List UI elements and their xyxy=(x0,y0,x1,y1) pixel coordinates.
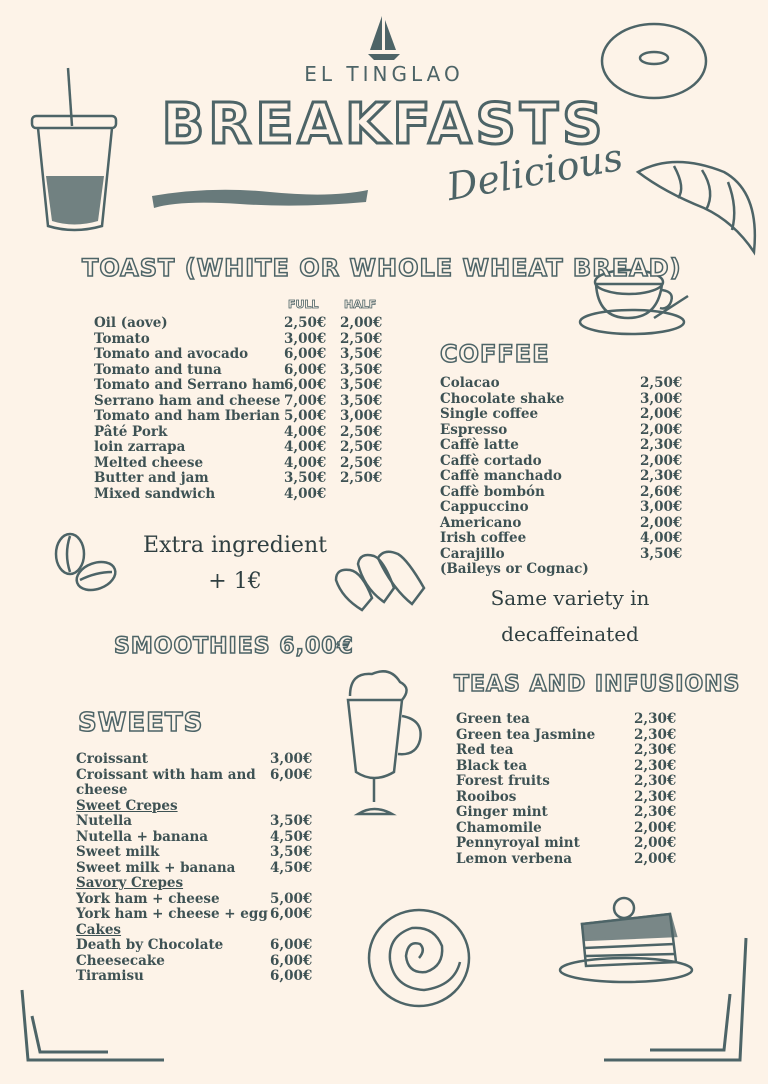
item-price-full: 6,00€ xyxy=(284,346,327,362)
item-price: 2,00€ xyxy=(640,452,683,469)
menu-item xyxy=(76,783,316,799)
item-name: Tomato and avocado xyxy=(94,346,249,362)
item-price: 2,60€ xyxy=(640,483,683,500)
donut-icon xyxy=(598,20,710,102)
teas-section-title: TEAS AND INFUSIONS xyxy=(454,672,741,697)
item-price-half: 2,50€ xyxy=(340,454,383,471)
item-price-full: 5,00€ xyxy=(284,408,327,424)
item-name: Butter and jam xyxy=(94,470,209,486)
item-price-full: 4,00€ xyxy=(284,423,327,440)
item-name: Savory Crepes xyxy=(76,875,184,891)
item-name: Pâté Pork xyxy=(94,423,168,440)
item-price: 4,50€ xyxy=(270,859,313,876)
item-price: 6,00€ xyxy=(270,937,313,953)
item-name: Tiramisu xyxy=(76,968,144,984)
item-price: 2,30€ xyxy=(634,711,677,727)
full-column-header: FULL xyxy=(288,298,319,311)
item-name: Rooibos xyxy=(456,788,517,805)
item-name: Sweet milk xyxy=(76,844,160,860)
extra-ingredient-note xyxy=(60,528,410,600)
menu-item xyxy=(94,456,394,472)
item-name: Chocolate shake xyxy=(440,390,565,407)
item-price: 4,00€ xyxy=(640,530,683,546)
menu-item xyxy=(94,487,394,503)
item-price: 3,00€ xyxy=(640,390,683,407)
menu-item xyxy=(76,752,316,768)
menu-item xyxy=(456,805,676,821)
item-price: 2,30€ xyxy=(634,804,677,820)
item-name: Single coffee xyxy=(440,406,539,422)
item-name: Carajillo xyxy=(440,545,505,562)
decaf-note xyxy=(440,580,700,652)
croissant-icon xyxy=(634,152,762,260)
menu-item xyxy=(94,394,394,410)
menu-item xyxy=(76,845,316,861)
item-price-half: 3,50€ xyxy=(340,377,383,393)
item-name: Green tea Jasmine xyxy=(456,726,596,743)
item-name: York ham + cheese xyxy=(76,890,220,907)
menu-item xyxy=(76,768,316,784)
item-price-full: 4,00€ xyxy=(284,454,327,471)
menu-item xyxy=(456,759,676,775)
menu-item xyxy=(76,923,316,939)
menu-item xyxy=(76,814,316,830)
item-name: Irish coffee xyxy=(440,530,527,546)
menu-item xyxy=(94,332,394,348)
item-name: Caffè latte xyxy=(440,437,519,453)
cinnamon-roll-icon xyxy=(364,902,474,1012)
menu-item xyxy=(440,545,683,563)
item-price-full: 4,00€ xyxy=(284,485,327,502)
item-name: Tomato and Serrano ham xyxy=(94,377,285,393)
item-name: Ginger mint xyxy=(456,804,548,820)
item-price: 2,30€ xyxy=(634,788,677,805)
page-subtitle: Delicious xyxy=(443,134,627,210)
menu-item xyxy=(76,969,316,985)
menu-item xyxy=(76,907,316,923)
brand-name: EL TINGLAO xyxy=(304,62,464,86)
menu-item xyxy=(76,830,316,846)
item-name: Cheesecake xyxy=(76,952,165,969)
item-name: Caffè manchado xyxy=(440,468,562,484)
item-price: 2,30€ xyxy=(640,437,683,453)
coffee-section-title: COFFEE xyxy=(440,340,550,368)
item-price-full: 6,00€ xyxy=(284,361,327,378)
item-price: 2,00€ xyxy=(634,850,677,867)
extra-ingredient-label: Extra ingredient xyxy=(143,533,327,558)
item-name: Black tea xyxy=(456,757,528,774)
item-name: Forest fruits xyxy=(456,773,550,789)
item-price: 2,30€ xyxy=(634,773,677,789)
item-price: 3,50€ xyxy=(270,813,313,829)
menu-item xyxy=(440,530,683,547)
milkshake-glass-icon xyxy=(340,668,426,824)
item-price-full: 3,00€ xyxy=(284,330,327,347)
corner-ornament-icon xyxy=(600,934,750,1066)
item-name: Sweet milk + banana xyxy=(76,859,236,876)
item-name: Caffè cortado xyxy=(440,452,542,469)
iced-coffee-icon xyxy=(28,66,120,236)
sailboat-icon xyxy=(366,14,402,62)
item-price: 3,50€ xyxy=(270,844,313,860)
item-name: Espresso xyxy=(440,421,508,438)
menu-item xyxy=(440,483,683,501)
item-price: 6,00€ xyxy=(270,766,313,783)
menu-item xyxy=(456,712,676,728)
decaf-note-line2: decaffeinated xyxy=(501,622,639,646)
item-price-half: 2,50€ xyxy=(340,439,383,455)
menu-item xyxy=(440,452,683,470)
smoothies-title: SMOOTHIES 6,00€ xyxy=(114,634,354,659)
teas-menu-list xyxy=(456,712,676,867)
item-name: Croissant with ham and xyxy=(76,766,256,783)
item-name: Melted cheese xyxy=(94,454,204,471)
item-price: 5,00€ xyxy=(270,890,313,907)
item-price: 2,00€ xyxy=(640,421,683,438)
item-price: 2,30€ xyxy=(634,742,677,758)
menu-item xyxy=(440,375,683,392)
item-price-full: 6,00€ xyxy=(284,377,327,393)
menu-item xyxy=(94,316,394,332)
item-name: Tomato xyxy=(94,330,150,347)
item-name: Death by Chocolate xyxy=(76,937,224,953)
item-price-half: 2,50€ xyxy=(340,470,383,486)
menu-item xyxy=(94,378,394,394)
menu-item xyxy=(440,499,683,516)
item-price: 3,00€ xyxy=(270,751,313,767)
item-price: 2,00€ xyxy=(634,819,677,836)
menu-item xyxy=(440,514,683,532)
item-name: Nutella + banana xyxy=(76,828,209,845)
item-name: Sweet Crepes xyxy=(76,797,178,814)
item-name: loin zarrapa xyxy=(94,439,186,455)
menu-item xyxy=(456,836,676,852)
item-name: cheese xyxy=(76,782,128,798)
menu-item xyxy=(76,799,316,815)
menu-item xyxy=(76,892,316,908)
item-name: Tomato and ham Iberian xyxy=(94,408,280,424)
item-name: Green tea xyxy=(456,711,530,727)
item-price: 2,00€ xyxy=(640,514,683,531)
item-price: 2,50€ xyxy=(640,375,683,391)
item-name: Nutella xyxy=(76,813,132,829)
menu-item xyxy=(94,471,394,487)
menu-item xyxy=(94,347,394,363)
menu-item xyxy=(440,468,683,485)
item-name: Red tea xyxy=(456,742,514,758)
item-price-full: 3,50€ xyxy=(284,470,327,486)
menu-item xyxy=(440,437,683,454)
item-price-full: 7,00€ xyxy=(284,392,327,409)
toast-menu-list xyxy=(94,316,394,502)
item-name: Croissant xyxy=(76,751,148,767)
item-price: 3,00€ xyxy=(640,499,683,515)
item-name: Lemon verbena xyxy=(456,850,573,867)
sweets-menu-list xyxy=(76,752,316,985)
item-price: 6,00€ xyxy=(270,906,313,922)
item-name: Oil (aove) xyxy=(94,315,168,331)
menu-item xyxy=(440,390,683,408)
corner-ornament-icon xyxy=(18,986,168,1066)
menu-item xyxy=(94,363,394,379)
brush-stroke-decoration xyxy=(150,186,370,212)
item-name: Caffè bombón xyxy=(440,483,545,500)
item-name: Colacao xyxy=(440,375,500,391)
item-name: (Baileys or Cognac) xyxy=(440,561,589,577)
item-price: 2,30€ xyxy=(640,468,683,484)
toast-section-title: TOAST (WHITE OR WHOLE WHEAT BREAD) xyxy=(82,254,682,282)
item-price-full: 2,50€ xyxy=(284,315,327,331)
item-name: Serrano ham and cheese xyxy=(94,392,281,409)
item-price: 4,50€ xyxy=(270,828,313,845)
item-price: 6,00€ xyxy=(270,952,313,969)
extra-ingredient-price: + 1€ xyxy=(208,569,262,594)
item-price-half: 3,50€ xyxy=(340,392,383,409)
menu-item xyxy=(94,409,394,425)
item-name: Chamomile xyxy=(456,819,542,836)
item-name: Tomato and tuna xyxy=(94,361,222,378)
item-price: 3,50€ xyxy=(640,545,683,562)
menu-item xyxy=(440,562,680,578)
item-price-half: 3,50€ xyxy=(340,361,383,378)
menu-item xyxy=(440,421,683,439)
item-name: Cappuccino xyxy=(440,499,529,515)
decaf-note-line1: Same variety in xyxy=(490,586,650,610)
menu-item xyxy=(456,743,676,759)
item-name: Mixed sandwich xyxy=(94,485,216,502)
item-price-half: 3,00€ xyxy=(340,408,383,424)
sweets-section-title: SWEETS xyxy=(78,708,204,738)
menu-item xyxy=(94,425,394,441)
item-price-half: 2,50€ xyxy=(340,423,383,440)
menu-item xyxy=(456,790,676,806)
menu-item xyxy=(440,406,683,423)
item-price-half: 3,50€ xyxy=(340,346,383,362)
item-price: 2,00€ xyxy=(634,835,677,851)
item-name: Cakes xyxy=(76,921,122,938)
coffee-menu-list xyxy=(440,375,683,578)
menu-item xyxy=(76,954,316,970)
menu-item xyxy=(456,821,676,837)
item-price: 2,30€ xyxy=(634,726,677,743)
menu-item xyxy=(94,440,394,456)
item-price: 2,30€ xyxy=(634,757,677,774)
menu-item xyxy=(456,774,676,790)
half-column-header: HALF xyxy=(344,298,377,311)
menu-item xyxy=(76,938,316,954)
page-title: BREAKFASTS xyxy=(161,92,607,157)
item-price: 2,00€ xyxy=(640,406,683,422)
item-name: Americano xyxy=(440,514,522,531)
menu-item xyxy=(76,861,316,877)
item-price-half: 2,50€ xyxy=(340,330,383,347)
menu-item xyxy=(456,852,676,868)
item-price-full: 4,00€ xyxy=(284,439,327,455)
item-name: Pennyroyal mint xyxy=(456,835,580,851)
item-price: 6,00€ xyxy=(270,968,313,984)
item-name: York ham + cheese + egg xyxy=(76,906,268,922)
menu-item xyxy=(456,728,676,744)
item-price-half: 2,00€ xyxy=(340,315,383,331)
menu-item xyxy=(76,876,316,892)
